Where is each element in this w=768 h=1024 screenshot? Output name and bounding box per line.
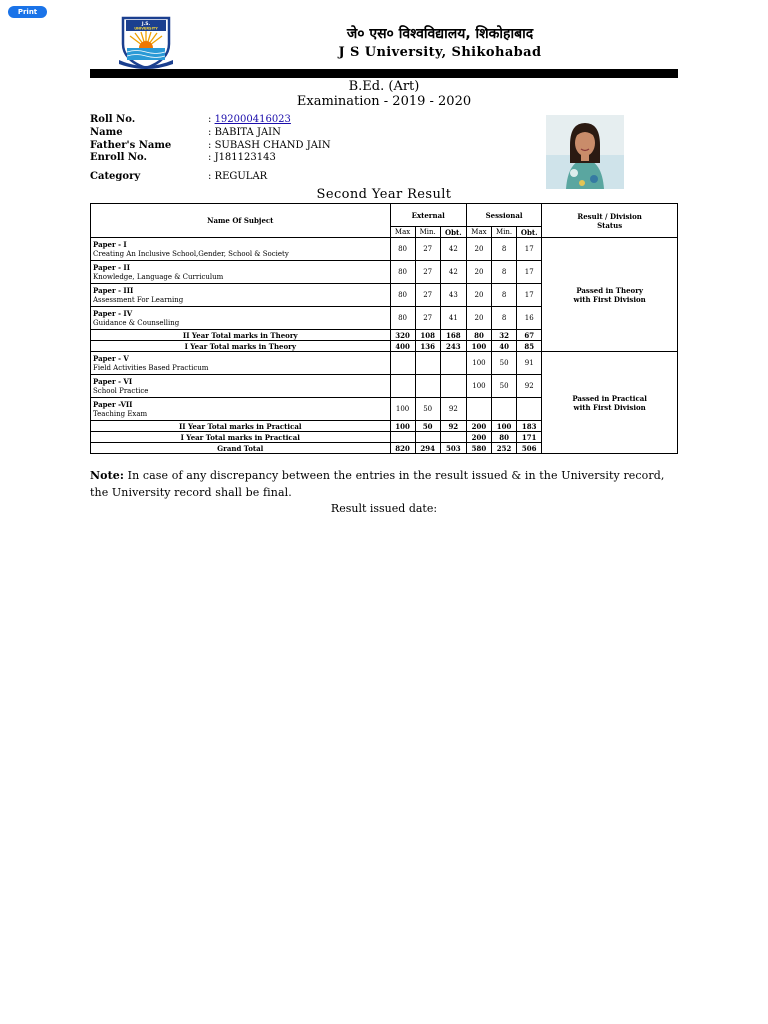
total-label: I Year Total marks in Theory	[91, 341, 391, 352]
table-row	[91, 238, 678, 261]
category-value: REGULAR	[214, 171, 268, 183]
ext-max-header: Max	[390, 227, 415, 238]
ses-min: 8	[492, 284, 517, 307]
ext-obt: 42	[440, 238, 466, 261]
paper-code: Paper - III	[93, 285, 134, 295]
total-label: II Year Total marks in Practical	[91, 421, 391, 432]
ext-max: 80	[390, 284, 415, 307]
ses-max: 20	[466, 307, 491, 330]
ext-obt-header: Obt.	[440, 227, 466, 238]
sessional-header: Sessional	[466, 204, 541, 227]
university-title-hindi: जे० एस० विश्वविद्यालय, शिकोहाबाद	[346, 26, 534, 42]
subject-header: Name Of Subject	[91, 204, 391, 238]
name-value: BABITA JAIN	[214, 126, 281, 138]
father-label: Father's Name	[90, 139, 172, 151]
ses-obt: 17	[517, 284, 542, 307]
grand-total-row: Grand Total 820 294 503 580 252 506	[91, 443, 678, 454]
enroll-label: Enroll No.	[90, 152, 148, 164]
header-divider	[90, 69, 678, 78]
table-row: Paper -VII Teaching Exam 100 50 92	[91, 398, 678, 421]
status-header: Result / Division Status	[542, 204, 678, 238]
table-row: Paper - V Field Activities Based Practicum 100 50 91 Passed in Practical with First Division	[91, 352, 678, 375]
discrepancy-note	[90, 467, 678, 501]
paper-name: Assessment For Learning	[93, 295, 184, 304]
ext-min-header: Min.	[415, 227, 440, 238]
logo-text-top: J.S.	[141, 22, 151, 27]
university-logo	[117, 14, 175, 70]
result-title: Second Year Result	[316, 187, 452, 202]
father-value: SUBASH CHAND JAIN	[214, 139, 331, 151]
ext-min: 27	[415, 261, 440, 284]
note-text: In case of any discrepancy between the entries in the result issued & in the University record, the University record shall be final.	[90, 469, 665, 499]
ses-obt: 16	[517, 307, 542, 330]
name-label: Name	[90, 126, 123, 138]
ses-obt-header: Obt.	[517, 227, 542, 238]
ext-max: 80	[390, 261, 415, 284]
ext-obt: 41	[440, 307, 466, 330]
paper-name: Knowledge, Language & Curriculum	[93, 272, 224, 281]
university-title-english: J S University, Shikohabad	[338, 45, 542, 60]
marks-table	[90, 203, 678, 454]
ses-obt: 17	[517, 261, 542, 284]
total-label: I Year Total marks in Practical	[91, 432, 391, 443]
enroll-value: J181123143	[214, 152, 276, 164]
practical-status: Passed in Practical with First Division	[542, 352, 678, 454]
paper-code: Paper - I	[93, 239, 127, 249]
note-label: Note:	[90, 469, 125, 482]
student-photo	[546, 115, 624, 189]
external-header: External	[390, 204, 466, 227]
ses-max: 20	[466, 284, 491, 307]
print-button[interactable]: Print	[8, 6, 47, 18]
paper-name: Guidance & Counselling	[93, 318, 180, 327]
ses-min: 8	[492, 238, 517, 261]
total-label: II Year Total marks in Theory	[91, 330, 391, 341]
ext-max: 80	[390, 238, 415, 261]
roll-number-link[interactable]: 192000416023	[214, 114, 291, 125]
total-row: II Year Total marks in Theory 320 108 168 80 32 67	[91, 330, 678, 341]
ses-min-header: Min.	[492, 227, 517, 238]
ext-min: 27	[415, 284, 440, 307]
ses-max: 20	[466, 238, 491, 261]
theory-status: Passed in Theory with First Division	[542, 238, 678, 352]
roll-label: Roll No.	[90, 114, 136, 125]
exam-title: Examination - 2019 - 2020	[296, 94, 472, 109]
ses-max-header: Max	[466, 227, 491, 238]
paper-code: Paper -VII	[93, 399, 133, 409]
ext-obt: 42	[440, 261, 466, 284]
category-label: Category	[90, 171, 141, 183]
paper-name: School Practice	[93, 386, 149, 395]
course-name: B.Ed. (Art)	[348, 79, 420, 94]
paper-name: Teaching Exam	[93, 409, 148, 418]
ses-min: 8	[492, 261, 517, 284]
grand-total-label: Grand Total	[91, 443, 391, 454]
total-row: II Year Total marks in Practical 100 50 92 200 100 183	[91, 421, 678, 432]
total-row: I Year Total marks in Practical 200 80 171	[91, 432, 678, 443]
paper-code: Paper - V	[93, 353, 129, 363]
ext-max: 80	[390, 307, 415, 330]
paper-code: Paper - IV	[93, 308, 133, 318]
table-row: Paper - VI School Practice 100 50 92	[91, 375, 678, 398]
logo-text-mid: UNIVERSITY	[134, 26, 158, 31]
ext-min: 27	[415, 307, 440, 330]
header-row	[91, 204, 678, 227]
total-row: I Year Total marks in Theory 400 136 243 100 40 85	[91, 341, 678, 352]
ses-min: 8	[492, 307, 517, 330]
ext-min: 27	[415, 238, 440, 261]
paper-name: Field Activities Based Practicum	[93, 363, 209, 372]
paper-code: Paper - VI	[93, 376, 133, 386]
paper-name: Creating An Inclusive School,Gender, School & Society	[93, 249, 289, 258]
ext-obt: 43	[440, 284, 466, 307]
ses-max: 20	[466, 261, 491, 284]
course-heading	[90, 79, 768, 109]
paper-code: Paper - II	[93, 262, 130, 272]
ses-obt: 17	[517, 238, 542, 261]
result-issued-date: Result issued date:	[330, 502, 438, 515]
